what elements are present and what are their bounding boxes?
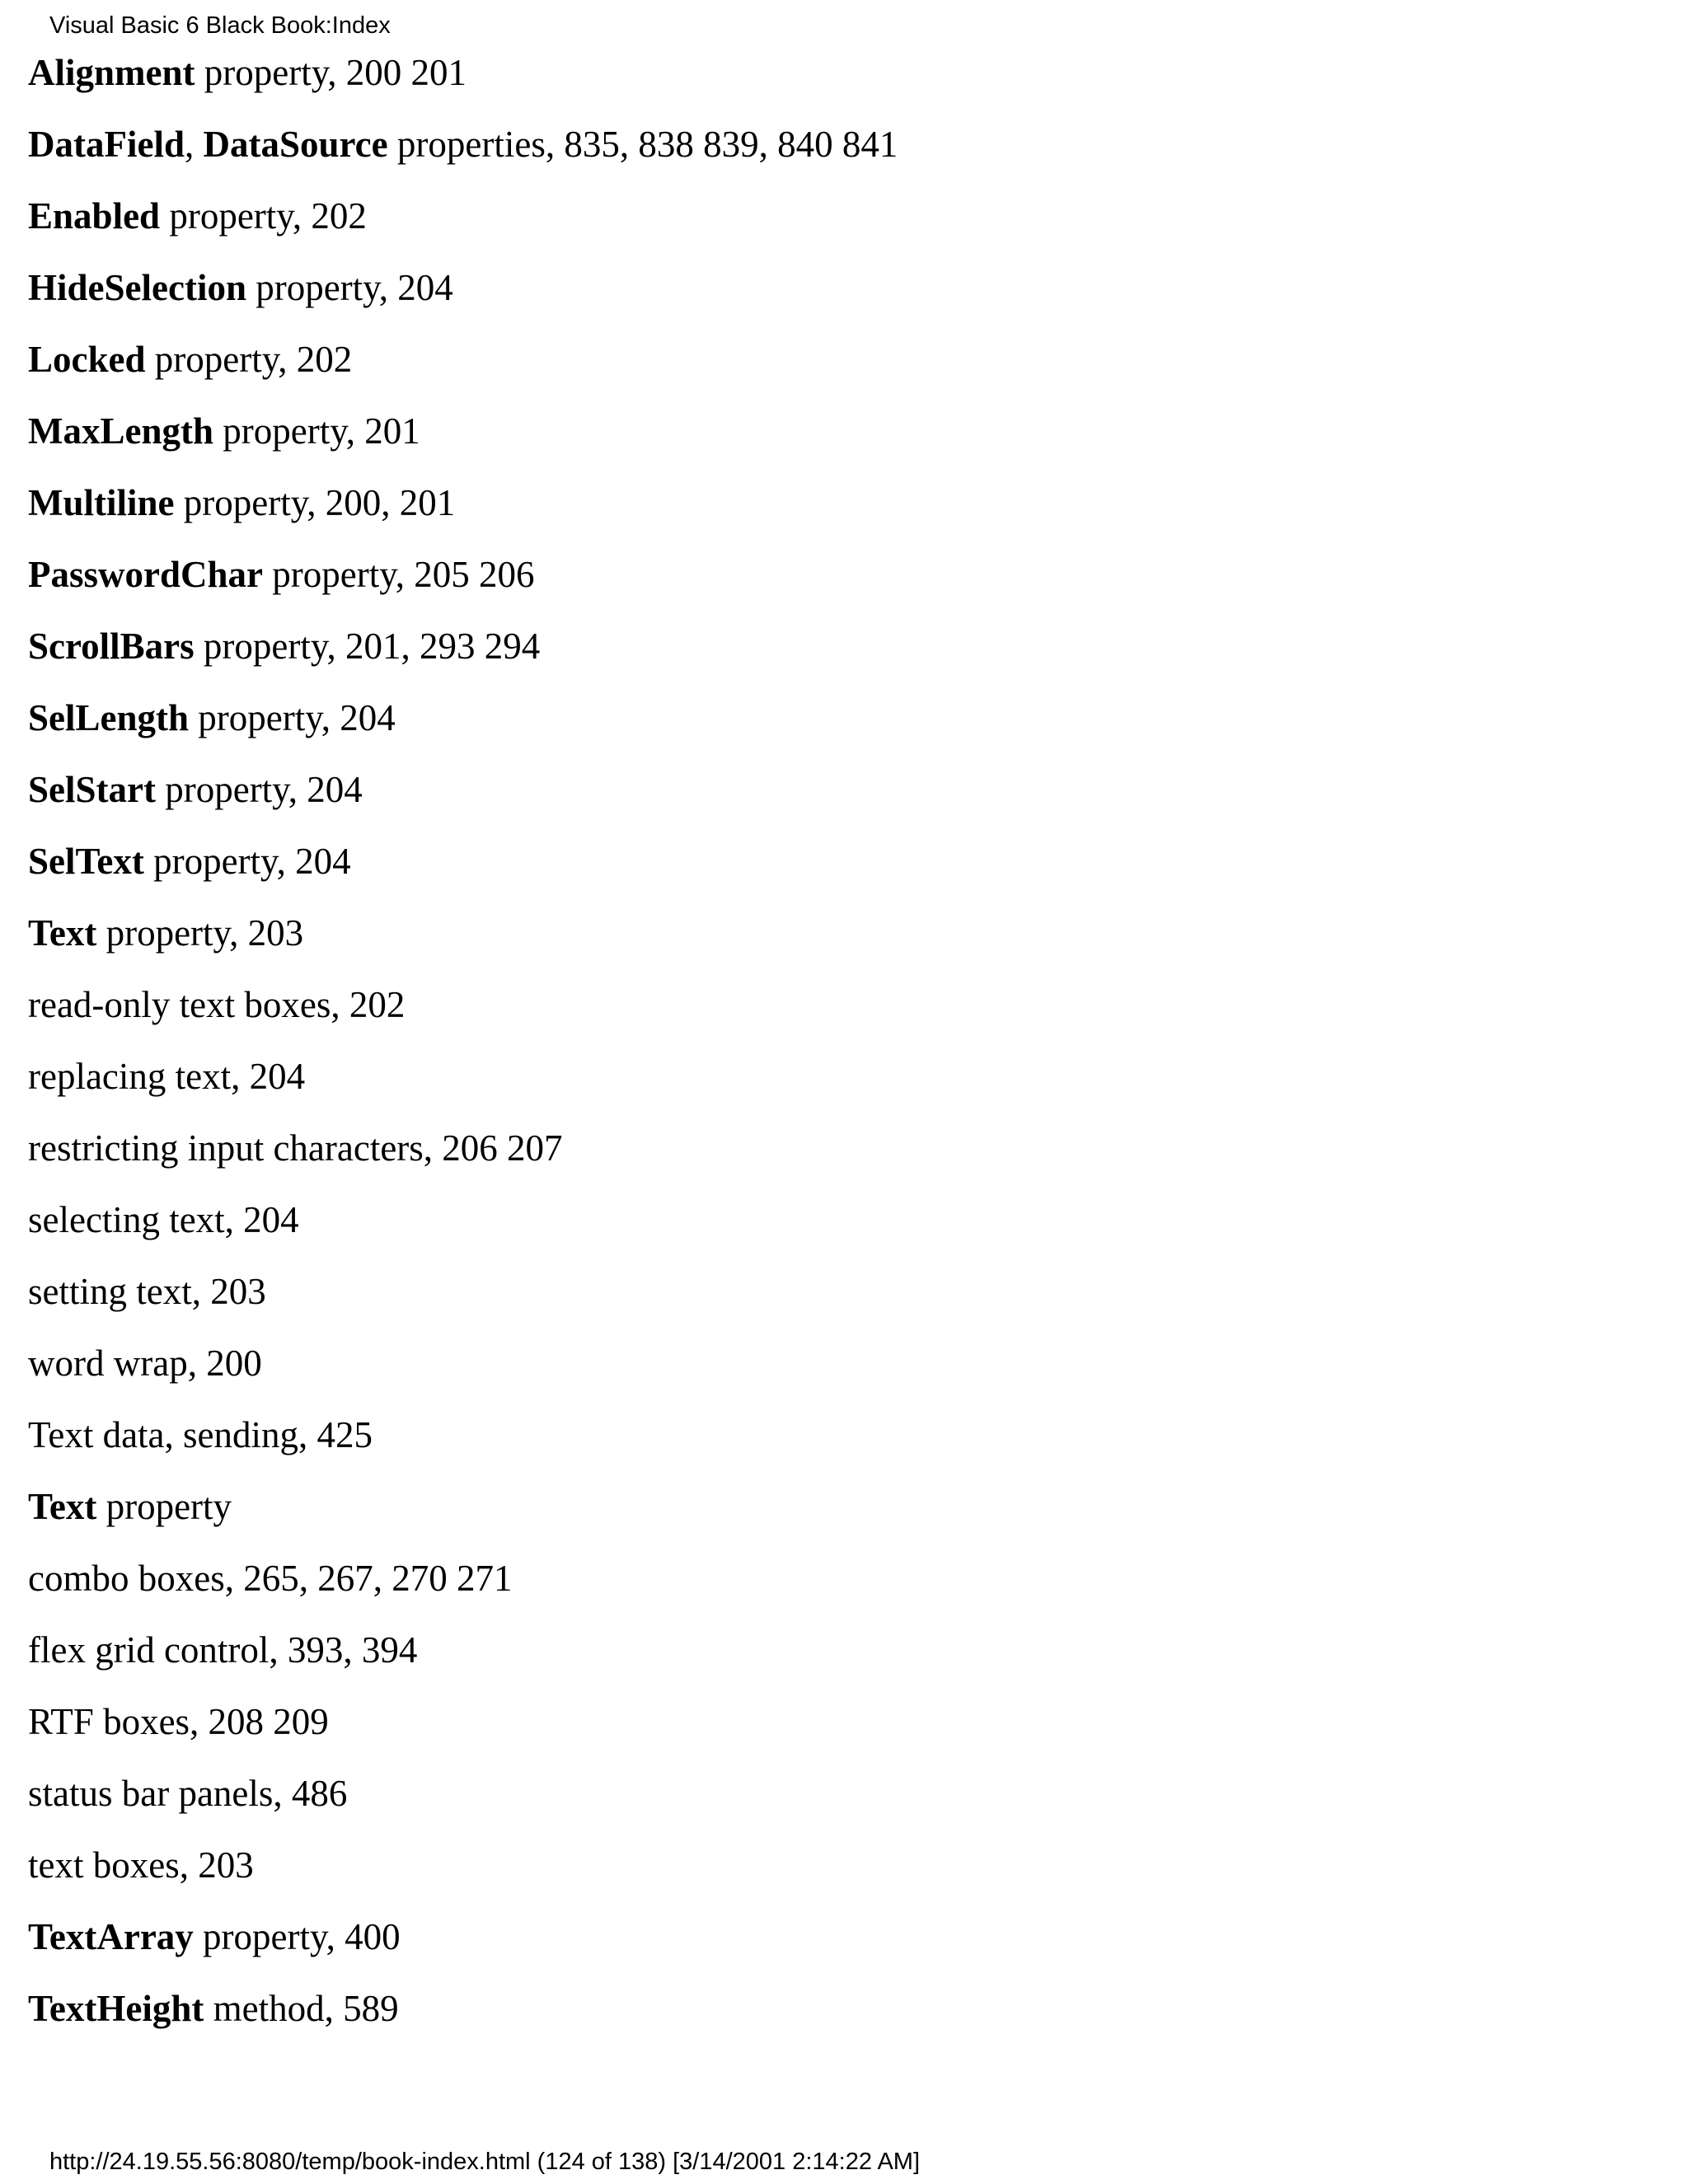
entry-term: ScrollBars xyxy=(28,626,195,667)
entry-term: Locked xyxy=(28,339,146,380)
entry-term-secondary: DataSource xyxy=(203,124,388,165)
entry-text: replacing text, 204 xyxy=(28,1056,306,1097)
entry-text: property, 204 xyxy=(189,697,396,738)
index-entry xyxy=(28,51,898,94)
index-entry xyxy=(28,840,898,883)
entry-text: flex grid control, 393, 394 xyxy=(28,1629,418,1671)
entry-text: method, 589 xyxy=(204,1988,399,2029)
entry-text: property, 201 xyxy=(213,410,420,452)
entry-text: Text data, sending, 425 xyxy=(28,1414,373,1455)
entry-term: Text xyxy=(28,912,97,954)
index-entry xyxy=(28,1987,898,2030)
index-entry xyxy=(28,1772,898,1815)
entry-text: property, 200 201 xyxy=(195,52,467,93)
entry-term: Text xyxy=(28,1486,97,1527)
index-entry xyxy=(28,338,898,381)
index-entry xyxy=(28,1557,898,1600)
index-entry xyxy=(28,768,898,811)
entry-text: property, 205 206 xyxy=(263,554,535,595)
index-entry xyxy=(28,553,898,596)
entry-text: combo boxes, 265, 267, 270 271 xyxy=(28,1558,513,1599)
index-entry xyxy=(28,696,898,739)
index-entry xyxy=(28,1629,898,1671)
index-entry xyxy=(28,983,898,1026)
entry-text: status bar panels, 486 xyxy=(28,1773,348,1814)
entry-text: property, 201, 293 294 xyxy=(194,626,541,667)
entry-text: property, 202 xyxy=(160,195,367,237)
index-entry xyxy=(28,1270,898,1313)
index-entry xyxy=(28,1915,898,1958)
entry-text: property xyxy=(96,1486,232,1527)
entry-text: setting text, 203 xyxy=(28,1271,266,1312)
index-entry xyxy=(28,912,898,954)
page-footer: http://24.19.55.56:8080/temp/book-index.html (124 of 138) [3/14/2001 2:14:22 AM] xyxy=(49,2149,921,2175)
entry-term: HideSelection xyxy=(28,267,246,308)
entry-text: property, 200, 201 xyxy=(174,482,456,523)
index-entry xyxy=(28,1485,898,1528)
index-entry xyxy=(28,194,898,237)
entry-text: read-only text boxes, 202 xyxy=(28,984,406,1025)
entry-term: Multiline xyxy=(28,482,175,523)
index-entry xyxy=(28,1844,898,1886)
index-entry xyxy=(28,625,898,668)
entry-text: properties, 835, 838 839, 840 841 xyxy=(387,124,898,165)
page-header: Visual Basic 6 Black Book:Index xyxy=(49,12,391,39)
index-entry xyxy=(28,1127,898,1169)
entry-text: selecting text, 204 xyxy=(28,1199,299,1240)
index-entry xyxy=(28,266,898,309)
index-entry xyxy=(28,481,898,524)
index-list xyxy=(28,51,898,2059)
entry-text: word wrap, 200 xyxy=(28,1343,262,1384)
entry-text: restricting input characters, 206 207 xyxy=(28,1127,563,1169)
entry-text: property, 204 xyxy=(143,841,351,882)
index-entry xyxy=(28,1198,898,1241)
entry-text: property, 204 xyxy=(246,267,453,308)
index-entry xyxy=(28,1700,898,1743)
index-entry xyxy=(28,410,898,452)
entry-term: TextArray xyxy=(28,1916,194,1957)
entry-term: MaxLength xyxy=(28,410,213,452)
entry-text: text boxes, 203 xyxy=(28,1844,254,1886)
entry-text: RTF boxes, 208 209 xyxy=(28,1701,329,1742)
index-entry xyxy=(28,1055,898,1098)
entry-term: SelText xyxy=(28,841,144,882)
index-entry xyxy=(28,1342,898,1385)
entry-term: Enabled xyxy=(28,195,161,237)
entry-term: TextHeight xyxy=(28,1988,204,2029)
entry-term: PasswordChar xyxy=(28,554,264,595)
entry-text: property, 203 xyxy=(96,912,304,954)
index-entry xyxy=(28,123,898,166)
entry-term: SelStart xyxy=(28,769,156,810)
entry-text: property, 204 xyxy=(155,769,363,810)
entry-text: property, 202 xyxy=(145,339,353,380)
entry-term: SelLength xyxy=(28,697,190,738)
entry-separator: , xyxy=(184,124,204,165)
entry-term: DataField xyxy=(28,124,185,165)
index-entry xyxy=(28,1413,898,1456)
entry-text: property, 400 xyxy=(193,1916,401,1957)
entry-term: Alignment xyxy=(28,52,195,93)
